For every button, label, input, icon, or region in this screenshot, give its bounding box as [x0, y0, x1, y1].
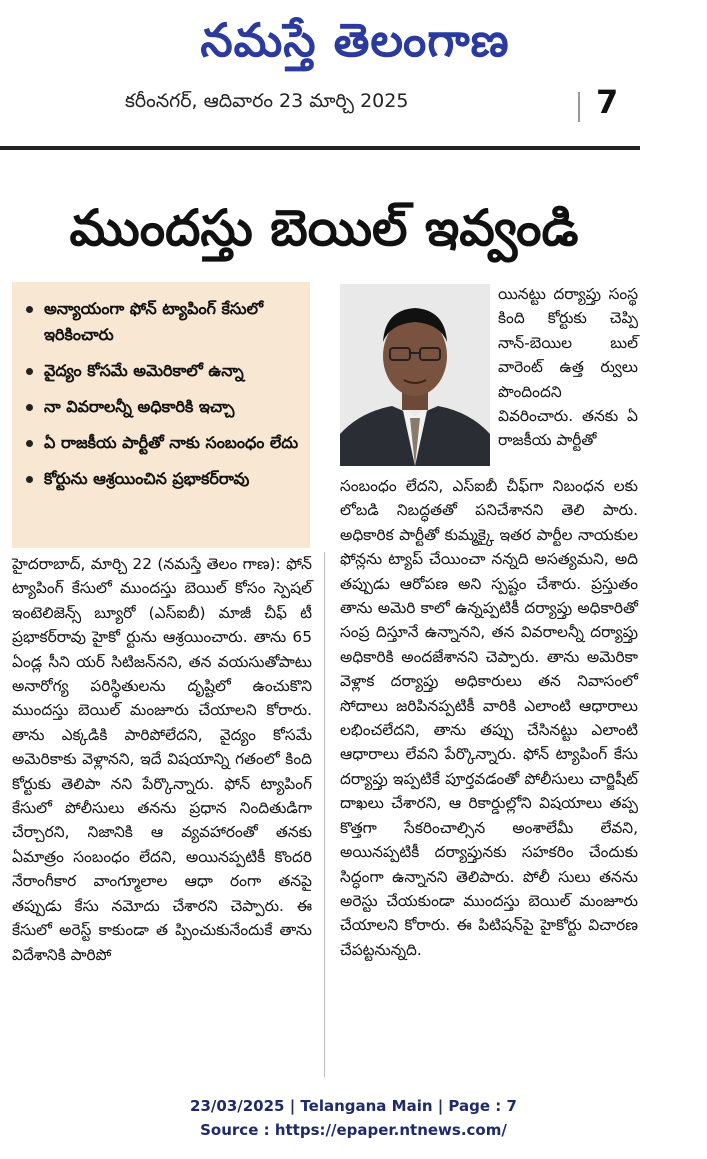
article-body-right: సంబంధం లేదని, ఎస్ఐబీ చీఫ్‌గా నిబంధన లకు లోబడి నిబద్ధతతో పనిచేశానని తెలి పారు. అధికారిక పార్టీతో కుమ్మక్కై ఇతర పార్టీల నాయకుల ఫోన్లను ట్యాప్ చేయించా నన్నది అసత్యమని, అది తప్పుడు ఆరోపణ అని స్పష్టం చేశారు. ప్రస్తుతం తాను అమెరి కాలో ఉన్నప్పటికీ దర్యాప్తు అధికారితో సంప్ర దిస్తూనే ఉన్నానని, తన వివరాలన్నీ దర్యాప్తు అధికారికి అందజేశానని చెప్పారు. తాను అమెరికా వెళ్లాక దర్యాప్తు అధికారులు తన నివాసంలో సోదాలు జరిపినప్పటికీ వారికి ఎలాంటి ఆధారాలు లభించలేదని, తాను తప్పు చేసినట్టు ఎలాంటి ఆధారాలు లేవని పేర్కొన్నారు. ఫోన్ ట్యాపింగ్ కేసు దర్యాప్తు ఇప్పటికే పూర్తవడంతో పోలీసులు చార్జిషీట్ దాఖలు చేశారని, ఆ రికార్డుల్లోని విషయాలు తప్ప కొత్తగా సేకరించాల్సిన అంశాలేమీ లేవని, అయినప్పటికీ దర్యాప్తునకు సహకరిం చేందుకు సిద్ధంగా ఉన్నానని తెలిపారు. పోలీ సులు తనను అరెస్టు చేయకుండా ముందస్తు బెయిల్ మంజూరు చేయాలని కోరారు. ఈ పిటిషన్‌పై హైకోర్టు విచారణ చేపట్టనున్నది.: [340, 477, 638, 959]
article-column-right: [340, 474, 638, 962]
header-rule: [0, 146, 640, 150]
bullet-icon: [26, 306, 33, 313]
masthead-logo: నమస్తే తెలంగాణ: [200, 13, 510, 67]
column-divider: [324, 552, 325, 1077]
photo-side-text: [498, 282, 638, 453]
summary-point-text: అన్యాయంగా ఫోన్ ట్యాపింగ్ కేసులో ఇరికించారు: [44, 299, 264, 344]
article-body-left: హైదరాబాద్, మార్చి 22 (నమస్తే తెలం గాణ): ఫోన్ ట్యాపింగ్ కేసులో ముందస్తు బెయిల్ కోసం స్పెషల్ ఇంటెలిజెన్స్ బ్యూరో (ఎస్ఐబీ) మాజీ చీఫ్ టీ ప్రభాకర్‌రావు హైకో ర్టును ఆశ్రయించారు. తాను 65 ఏండ్ల సీని యర్ సిటిజన్‌నని, తన వయసుతోపాటు అనారోగ్య పరిస్థితులను దృష్టిలో ఉంచుకొని ముందస్తు బెయిల్ మంజూరు చేయాలని కోరారు. తాను ఎక్కడికి పారిపోలేదని, వైద్యం కోసమే అమెరికాకు వెళ్లానని, ఇదే విషయాన్ని గతంలో కింది కోర్టుకు తెలిపా నని పేర్కొన్నారు. ఫోన్ ట్యాపింగ్ కేసులో పోలీసులు తనను ప్రధాన నిందితుడిగా చేర్చారని, నిజానికి ఆ వ్యవహారంతో తనకు ఏమాత్రం సంబంధం లేదని, అయినప్పటికీ కొందరి నేరాంగీకార వాంగ్మూలాల ఆధా రంగా తనపై తప్పుడు కేసు నమోదు చేశారని చెప్పారు. ఈ కేసులో అరెస్ట్ కాకుండా త ప్పించుకునేందుకే తాను విదేశానికి పారిపో: [12, 555, 312, 964]
summary-point: [26, 358, 300, 384]
article-text-continued: యినట్టు దర్యాప్తు సంస్థ కింది కోర్టుకు చెప్పి నాన్-బెయిల బుల్ వారెంట్ ఉత్త ర్వులు పొందిందని వివరించారు. తనకు ఏ రాజకీయ పార్టీతో: [498, 285, 638, 450]
page-number: 7: [596, 83, 619, 121]
bullet-icon: [26, 440, 33, 447]
dateline: కరీంనగర్, ఆదివారం 23 మార్చి 2025: [125, 90, 409, 112]
footer-edition-info: 23/03/2025 | Telangana Main | Page : 7: [190, 1097, 517, 1115]
footer-source-link[interactable]: Source : https://epaper.ntnews.com/: [200, 1121, 507, 1139]
summary-point-text: ఏ రాజకీయ పార్టీతో నాకు సంబంధం లేదు: [44, 433, 299, 452]
headline: ముందస్తు బెయిల్ ఇవ్వండి: [69, 199, 579, 257]
summary-point-text: కోర్టును ఆశ్రయించిన ప్రభాకర్‌రావు: [44, 469, 250, 488]
bullet-icon: [26, 476, 33, 483]
summary-point-text: నా వివరాలన్నీ అధికారికి ఇచ్చా: [44, 397, 235, 416]
dateline-divider: [578, 92, 580, 122]
portrait-photo: [340, 284, 490, 466]
summary-point: [26, 466, 300, 492]
summary-point: [26, 394, 300, 420]
article-column-left: [12, 552, 312, 967]
bullet-icon: [26, 404, 33, 411]
portrait-icon: [340, 284, 490, 466]
summary-box: [12, 282, 310, 548]
bullet-icon: [26, 368, 33, 375]
summary-point-text: వైద్యం కోసమే అమెరికాలో ఉన్నా: [44, 361, 244, 380]
summary-point: [26, 296, 300, 348]
summary-point: [26, 430, 300, 456]
